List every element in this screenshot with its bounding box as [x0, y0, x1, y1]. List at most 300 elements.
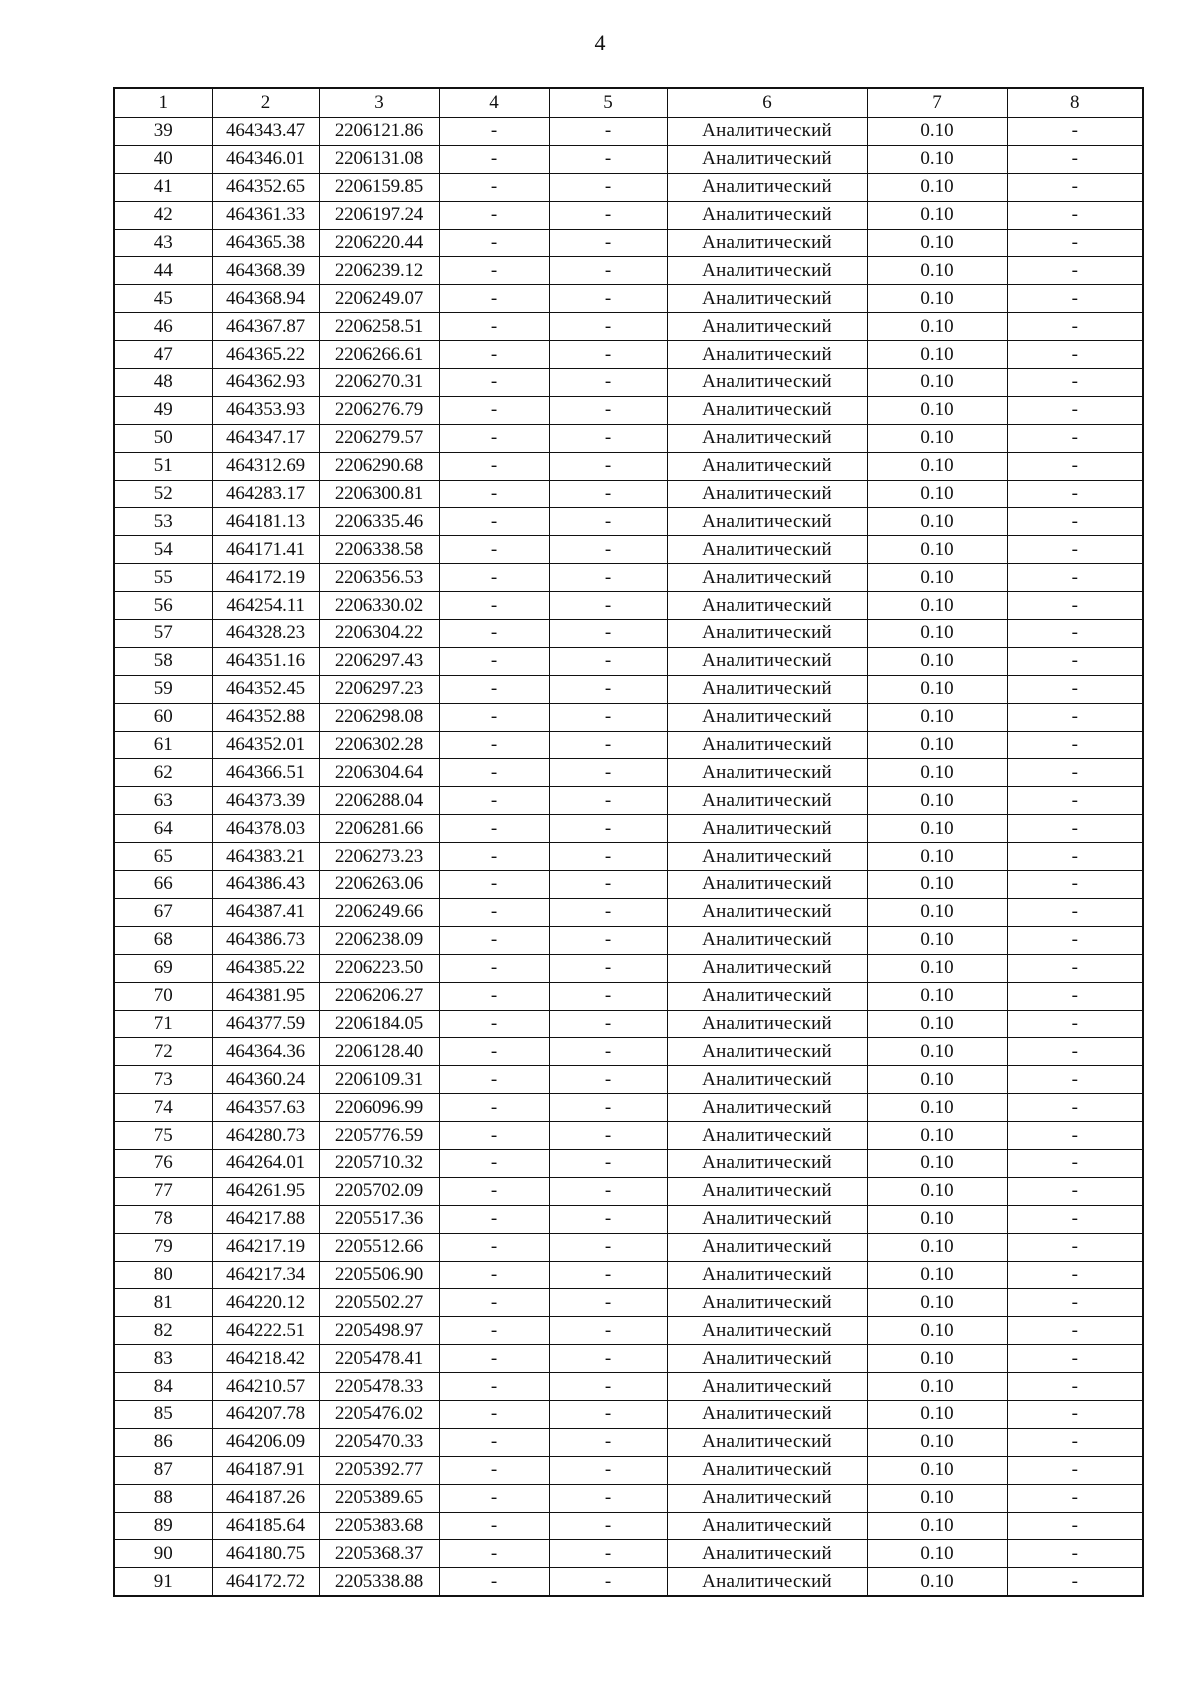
- x-coordinate-cell: 464368.94: [212, 285, 319, 313]
- point-number-cell: 86: [114, 1428, 212, 1456]
- point-number-cell: 53: [114, 508, 212, 536]
- method-cell: Аналитический: [667, 1205, 867, 1233]
- accuracy-cell: 0.10: [867, 173, 1007, 201]
- accuracy-cell: 0.10: [867, 536, 1007, 564]
- column-4-cell: -: [439, 1540, 549, 1568]
- column-4-cell: -: [439, 1010, 549, 1038]
- accuracy-cell: 0.10: [867, 424, 1007, 452]
- accuracy-cell: 0.10: [867, 452, 1007, 480]
- accuracy-cell: 0.10: [867, 731, 1007, 759]
- y-coordinate-cell: 2205368.37: [319, 1540, 439, 1568]
- column-8-cell: -: [1007, 620, 1143, 648]
- column-5-cell: -: [549, 1317, 667, 1345]
- x-coordinate-cell: 464222.51: [212, 1317, 319, 1345]
- y-coordinate-cell: 2206184.05: [319, 1010, 439, 1038]
- point-number-cell: 78: [114, 1205, 212, 1233]
- y-coordinate-cell: 2205392.77: [319, 1456, 439, 1484]
- point-number-cell: 51: [114, 452, 212, 480]
- column-5-cell: -: [549, 1122, 667, 1150]
- method-cell: Аналитический: [667, 229, 867, 257]
- method-cell: Аналитический: [667, 1177, 867, 1205]
- column-8-cell: -: [1007, 1233, 1143, 1261]
- column-4-cell: -: [439, 954, 549, 982]
- method-cell: Аналитический: [667, 1456, 867, 1484]
- table-row: [114, 926, 1143, 954]
- method-cell: Аналитический: [667, 1484, 867, 1512]
- table-row: [114, 313, 1143, 341]
- point-number-cell: 64: [114, 815, 212, 843]
- x-coordinate-cell: 464357.63: [212, 1094, 319, 1122]
- column-5-cell: -: [549, 1177, 667, 1205]
- point-number-cell: 61: [114, 731, 212, 759]
- y-coordinate-cell: 2206249.66: [319, 898, 439, 926]
- column-header: 1: [114, 88, 212, 118]
- column-8-cell: -: [1007, 1345, 1143, 1373]
- table-row: [114, 1205, 1143, 1233]
- y-coordinate-cell: 2206276.79: [319, 396, 439, 424]
- column-8-cell: -: [1007, 731, 1143, 759]
- accuracy-cell: 0.10: [867, 703, 1007, 731]
- accuracy-cell: 0.10: [867, 926, 1007, 954]
- point-number-cell: 43: [114, 229, 212, 257]
- table-row: [114, 1261, 1143, 1289]
- accuracy-cell: 0.10: [867, 1345, 1007, 1373]
- accuracy-cell: 0.10: [867, 285, 1007, 313]
- column-8-cell: -: [1007, 1484, 1143, 1512]
- accuracy-cell: 0.10: [867, 759, 1007, 787]
- point-number-cell: 68: [114, 926, 212, 954]
- table-row: [114, 675, 1143, 703]
- x-coordinate-cell: 464366.51: [212, 759, 319, 787]
- y-coordinate-cell: 2206288.04: [319, 787, 439, 815]
- point-number-cell: 45: [114, 285, 212, 313]
- column-header: 4: [439, 88, 549, 118]
- column-8-cell: -: [1007, 480, 1143, 508]
- point-number-cell: 57: [114, 620, 212, 648]
- table-row: [114, 173, 1143, 201]
- accuracy-cell: 0.10: [867, 1456, 1007, 1484]
- point-number-cell: 83: [114, 1345, 212, 1373]
- column-5-cell: -: [549, 1428, 667, 1456]
- column-8-cell: -: [1007, 1094, 1143, 1122]
- accuracy-cell: 0.10: [867, 313, 1007, 341]
- column-5-cell: -: [549, 954, 667, 982]
- column-5-cell: -: [549, 620, 667, 648]
- column-5-cell: -: [549, 1205, 667, 1233]
- accuracy-cell: 0.10: [867, 1010, 1007, 1038]
- column-header: 2: [212, 88, 319, 118]
- x-coordinate-cell: 464218.42: [212, 1345, 319, 1373]
- method-cell: Аналитический: [667, 759, 867, 787]
- point-number-cell: 54: [114, 536, 212, 564]
- column-8-cell: -: [1007, 1149, 1143, 1177]
- y-coordinate-cell: 2205512.66: [319, 1233, 439, 1261]
- x-coordinate-cell: 464346.01: [212, 145, 319, 173]
- method-cell: Аналитический: [667, 871, 867, 899]
- column-5-cell: -: [549, 145, 667, 173]
- column-8-cell: -: [1007, 787, 1143, 815]
- y-coordinate-cell: 2205702.09: [319, 1177, 439, 1205]
- method-cell: Аналитический: [667, 1149, 867, 1177]
- method-cell: Аналитический: [667, 1233, 867, 1261]
- column-4-cell: -: [439, 229, 549, 257]
- column-4-cell: -: [439, 759, 549, 787]
- x-coordinate-cell: 464217.19: [212, 1233, 319, 1261]
- accuracy-cell: 0.10: [867, 1233, 1007, 1261]
- column-4-cell: -: [439, 1122, 549, 1150]
- column-4-cell: -: [439, 396, 549, 424]
- accuracy-cell: 0.10: [867, 201, 1007, 229]
- column-4-cell: -: [439, 787, 549, 815]
- x-coordinate-cell: 464386.43: [212, 871, 319, 899]
- method-cell: Аналитический: [667, 313, 867, 341]
- column-4-cell: -: [439, 564, 549, 592]
- table-row: [114, 480, 1143, 508]
- accuracy-cell: 0.10: [867, 620, 1007, 648]
- column-4-cell: -: [439, 1038, 549, 1066]
- column-8-cell: -: [1007, 1540, 1143, 1568]
- table-row: [114, 647, 1143, 675]
- x-coordinate-cell: 464381.95: [212, 982, 319, 1010]
- accuracy-cell: 0.10: [867, 341, 1007, 369]
- table-row: [114, 843, 1143, 871]
- method-cell: Аналитический: [667, 1345, 867, 1373]
- column-4-cell: -: [439, 1345, 549, 1373]
- point-number-cell: 70: [114, 982, 212, 1010]
- column-4-cell: -: [439, 815, 549, 843]
- column-4-cell: -: [439, 1149, 549, 1177]
- column-4-cell: -: [439, 452, 549, 480]
- column-5-cell: -: [549, 369, 667, 397]
- column-5-cell: -: [549, 1261, 667, 1289]
- column-4-cell: -: [439, 1094, 549, 1122]
- point-number-cell: 91: [114, 1568, 212, 1596]
- method-cell: Аналитический: [667, 1568, 867, 1596]
- column-4-cell: -: [439, 145, 549, 173]
- column-8-cell: -: [1007, 1122, 1143, 1150]
- y-coordinate-cell: 2206263.06: [319, 871, 439, 899]
- column-8-cell: -: [1007, 815, 1143, 843]
- column-8-cell: -: [1007, 703, 1143, 731]
- point-number-cell: 77: [114, 1177, 212, 1205]
- column-8-cell: -: [1007, 285, 1143, 313]
- table-row: [114, 452, 1143, 480]
- column-5-cell: -: [549, 731, 667, 759]
- column-4-cell: -: [439, 703, 549, 731]
- method-cell: Аналитический: [667, 564, 867, 592]
- x-coordinate-cell: 464171.41: [212, 536, 319, 564]
- point-number-cell: 72: [114, 1038, 212, 1066]
- column-8-cell: -: [1007, 954, 1143, 982]
- table-row: [114, 1400, 1143, 1428]
- column-5-cell: -: [549, 592, 667, 620]
- point-number-cell: 65: [114, 843, 212, 871]
- accuracy-cell: 0.10: [867, 1428, 1007, 1456]
- method-cell: Аналитический: [667, 675, 867, 703]
- x-coordinate-cell: 464353.93: [212, 396, 319, 424]
- y-coordinate-cell: 2205478.41: [319, 1345, 439, 1373]
- column-4-cell: -: [439, 1233, 549, 1261]
- x-coordinate-cell: 464386.73: [212, 926, 319, 954]
- accuracy-cell: 0.10: [867, 1205, 1007, 1233]
- y-coordinate-cell: 2206300.81: [319, 480, 439, 508]
- method-cell: Аналитический: [667, 173, 867, 201]
- column-4-cell: -: [439, 1373, 549, 1401]
- point-number-cell: 49: [114, 396, 212, 424]
- column-8-cell: -: [1007, 452, 1143, 480]
- coordinates-table: [113, 87, 1144, 1597]
- column-8-cell: -: [1007, 257, 1143, 285]
- table-row: [114, 1010, 1143, 1038]
- point-number-cell: 89: [114, 1512, 212, 1540]
- column-5-cell: -: [549, 787, 667, 815]
- accuracy-cell: 0.10: [867, 1177, 1007, 1205]
- table-row: [114, 815, 1143, 843]
- accuracy-cell: 0.10: [867, 1094, 1007, 1122]
- x-coordinate-cell: 464328.23: [212, 620, 319, 648]
- column-5-cell: -: [549, 480, 667, 508]
- column-5-cell: -: [549, 926, 667, 954]
- point-number-cell: 67: [114, 898, 212, 926]
- point-number-cell: 55: [114, 564, 212, 592]
- x-coordinate-cell: 464210.57: [212, 1373, 319, 1401]
- accuracy-cell: 0.10: [867, 118, 1007, 146]
- y-coordinate-cell: 2206223.50: [319, 954, 439, 982]
- y-coordinate-cell: 2206304.64: [319, 759, 439, 787]
- method-cell: Аналитический: [667, 1428, 867, 1456]
- column-5-cell: -: [549, 675, 667, 703]
- point-number-cell: 47: [114, 341, 212, 369]
- method-cell: Аналитический: [667, 787, 867, 815]
- column-8-cell: -: [1007, 1568, 1143, 1596]
- table-row: [114, 369, 1143, 397]
- method-cell: Аналитический: [667, 1400, 867, 1428]
- column-8-cell: -: [1007, 118, 1143, 146]
- y-coordinate-cell: 2206281.66: [319, 815, 439, 843]
- column-4-cell: -: [439, 341, 549, 369]
- table-row: [114, 1177, 1143, 1205]
- column-5-cell: -: [549, 1289, 667, 1317]
- column-5-cell: -: [549, 536, 667, 564]
- method-cell: Аналитический: [667, 1540, 867, 1568]
- point-number-cell: 66: [114, 871, 212, 899]
- method-cell: Аналитический: [667, 1317, 867, 1345]
- column-5-cell: -: [549, 1373, 667, 1401]
- column-8-cell: -: [1007, 1428, 1143, 1456]
- column-4-cell: -: [439, 647, 549, 675]
- x-coordinate-cell: 464373.39: [212, 787, 319, 815]
- accuracy-cell: 0.10: [867, 508, 1007, 536]
- method-cell: Аналитический: [667, 1066, 867, 1094]
- column-4-cell: -: [439, 1456, 549, 1484]
- table-row: [114, 731, 1143, 759]
- x-coordinate-cell: 464377.59: [212, 1010, 319, 1038]
- method-cell: Аналитический: [667, 898, 867, 926]
- column-header: 3: [319, 88, 439, 118]
- accuracy-cell: 0.10: [867, 1261, 1007, 1289]
- y-coordinate-cell: 2206249.07: [319, 285, 439, 313]
- column-8-cell: -: [1007, 341, 1143, 369]
- column-4-cell: -: [439, 1484, 549, 1512]
- column-4-cell: -: [439, 1066, 549, 1094]
- table-row: [114, 1484, 1143, 1512]
- point-number-cell: 56: [114, 592, 212, 620]
- table-row: [114, 229, 1143, 257]
- x-coordinate-cell: 464312.69: [212, 452, 319, 480]
- point-number-cell: 71: [114, 1010, 212, 1038]
- point-number-cell: 73: [114, 1066, 212, 1094]
- point-number-cell: 60: [114, 703, 212, 731]
- column-5-cell: -: [549, 173, 667, 201]
- y-coordinate-cell: 2206121.86: [319, 118, 439, 146]
- point-number-cell: 85: [114, 1400, 212, 1428]
- table-row: [114, 201, 1143, 229]
- accuracy-cell: 0.10: [867, 954, 1007, 982]
- x-coordinate-cell: 464217.34: [212, 1261, 319, 1289]
- x-coordinate-cell: 464343.47: [212, 118, 319, 146]
- y-coordinate-cell: 2205389.65: [319, 1484, 439, 1512]
- table-row: [114, 118, 1143, 146]
- x-coordinate-cell: 464385.22: [212, 954, 319, 982]
- column-4-cell: -: [439, 508, 549, 536]
- x-coordinate-cell: 464347.17: [212, 424, 319, 452]
- x-coordinate-cell: 464172.72: [212, 1568, 319, 1596]
- x-coordinate-cell: 464352.65: [212, 173, 319, 201]
- method-cell: Аналитический: [667, 536, 867, 564]
- x-coordinate-cell: 464378.03: [212, 815, 319, 843]
- x-coordinate-cell: 464352.88: [212, 703, 319, 731]
- y-coordinate-cell: 2206304.22: [319, 620, 439, 648]
- y-coordinate-cell: 2206335.46: [319, 508, 439, 536]
- y-coordinate-cell: 2206220.44: [319, 229, 439, 257]
- point-number-cell: 50: [114, 424, 212, 452]
- table-row: [114, 536, 1143, 564]
- column-5-cell: -: [549, 1568, 667, 1596]
- accuracy-cell: 0.10: [867, 815, 1007, 843]
- method-cell: Аналитический: [667, 396, 867, 424]
- column-8-cell: -: [1007, 592, 1143, 620]
- method-cell: Аналитический: [667, 480, 867, 508]
- accuracy-cell: 0.10: [867, 843, 1007, 871]
- table-row: [114, 1122, 1143, 1150]
- table-row: [114, 592, 1143, 620]
- accuracy-cell: 0.10: [867, 564, 1007, 592]
- method-cell: Аналитический: [667, 620, 867, 648]
- column-4-cell: -: [439, 257, 549, 285]
- method-cell: Аналитический: [667, 1094, 867, 1122]
- point-number-cell: 59: [114, 675, 212, 703]
- column-8-cell: -: [1007, 1317, 1143, 1345]
- point-number-cell: 82: [114, 1317, 212, 1345]
- column-4-cell: -: [439, 1512, 549, 1540]
- table-row: [114, 1066, 1143, 1094]
- column-5-cell: -: [549, 341, 667, 369]
- column-4-cell: -: [439, 926, 549, 954]
- point-number-cell: 44: [114, 257, 212, 285]
- point-number-cell: 90: [114, 1540, 212, 1568]
- column-8-cell: -: [1007, 145, 1143, 173]
- column-4-cell: -: [439, 1261, 549, 1289]
- y-coordinate-cell: 2206302.28: [319, 731, 439, 759]
- y-coordinate-cell: 2205517.36: [319, 1205, 439, 1233]
- column-4-cell: -: [439, 369, 549, 397]
- point-number-cell: 39: [114, 118, 212, 146]
- column-4-cell: -: [439, 982, 549, 1010]
- x-coordinate-cell: 464264.01: [212, 1149, 319, 1177]
- method-cell: Аналитический: [667, 201, 867, 229]
- accuracy-cell: 0.10: [867, 1568, 1007, 1596]
- column-8-cell: -: [1007, 843, 1143, 871]
- x-coordinate-cell: 464280.73: [212, 1122, 319, 1150]
- column-4-cell: -: [439, 871, 549, 899]
- column-8-cell: -: [1007, 1038, 1143, 1066]
- method-cell: Аналитический: [667, 1261, 867, 1289]
- method-cell: Аналитический: [667, 592, 867, 620]
- y-coordinate-cell: 2206238.09: [319, 926, 439, 954]
- column-header: 8: [1007, 88, 1143, 118]
- column-5-cell: -: [549, 898, 667, 926]
- column-5-cell: -: [549, 118, 667, 146]
- accuracy-cell: 0.10: [867, 647, 1007, 675]
- column-header: 5: [549, 88, 667, 118]
- method-cell: Аналитический: [667, 815, 867, 843]
- table-row: [114, 1373, 1143, 1401]
- y-coordinate-cell: 2205776.59: [319, 1122, 439, 1150]
- x-coordinate-cell: 464187.91: [212, 1456, 319, 1484]
- x-coordinate-cell: 464367.87: [212, 313, 319, 341]
- column-8-cell: -: [1007, 675, 1143, 703]
- x-coordinate-cell: 464360.24: [212, 1066, 319, 1094]
- point-number-cell: 69: [114, 954, 212, 982]
- table-row: [114, 1512, 1143, 1540]
- y-coordinate-cell: 2206109.31: [319, 1066, 439, 1094]
- accuracy-cell: 0.10: [867, 1122, 1007, 1150]
- method-cell: Аналитический: [667, 285, 867, 313]
- column-5-cell: -: [549, 229, 667, 257]
- accuracy-cell: 0.10: [867, 229, 1007, 257]
- y-coordinate-cell: 2206270.31: [319, 369, 439, 397]
- x-coordinate-cell: 464368.39: [212, 257, 319, 285]
- table-row: [114, 620, 1143, 648]
- column-4-cell: -: [439, 313, 549, 341]
- accuracy-cell: 0.10: [867, 1149, 1007, 1177]
- column-4-cell: -: [439, 1400, 549, 1428]
- column-5-cell: -: [549, 1149, 667, 1177]
- column-8-cell: -: [1007, 982, 1143, 1010]
- column-4-cell: -: [439, 731, 549, 759]
- table-row: [114, 285, 1143, 313]
- method-cell: Аналитический: [667, 145, 867, 173]
- accuracy-cell: 0.10: [867, 1317, 1007, 1345]
- column-5-cell: -: [549, 815, 667, 843]
- column-8-cell: -: [1007, 1261, 1143, 1289]
- y-coordinate-cell: 2205498.97: [319, 1317, 439, 1345]
- point-number-cell: 58: [114, 647, 212, 675]
- accuracy-cell: 0.10: [867, 592, 1007, 620]
- method-cell: Аналитический: [667, 1122, 867, 1150]
- accuracy-cell: 0.10: [867, 898, 1007, 926]
- table-row: [114, 759, 1143, 787]
- column-4-cell: -: [439, 1428, 549, 1456]
- column-8-cell: -: [1007, 1066, 1143, 1094]
- point-number-cell: 41: [114, 173, 212, 201]
- column-5-cell: -: [549, 1512, 667, 1540]
- table-row: [114, 145, 1143, 173]
- accuracy-cell: 0.10: [867, 480, 1007, 508]
- column-8-cell: -: [1007, 1177, 1143, 1205]
- point-number-cell: 74: [114, 1094, 212, 1122]
- y-coordinate-cell: 2206096.99: [319, 1094, 439, 1122]
